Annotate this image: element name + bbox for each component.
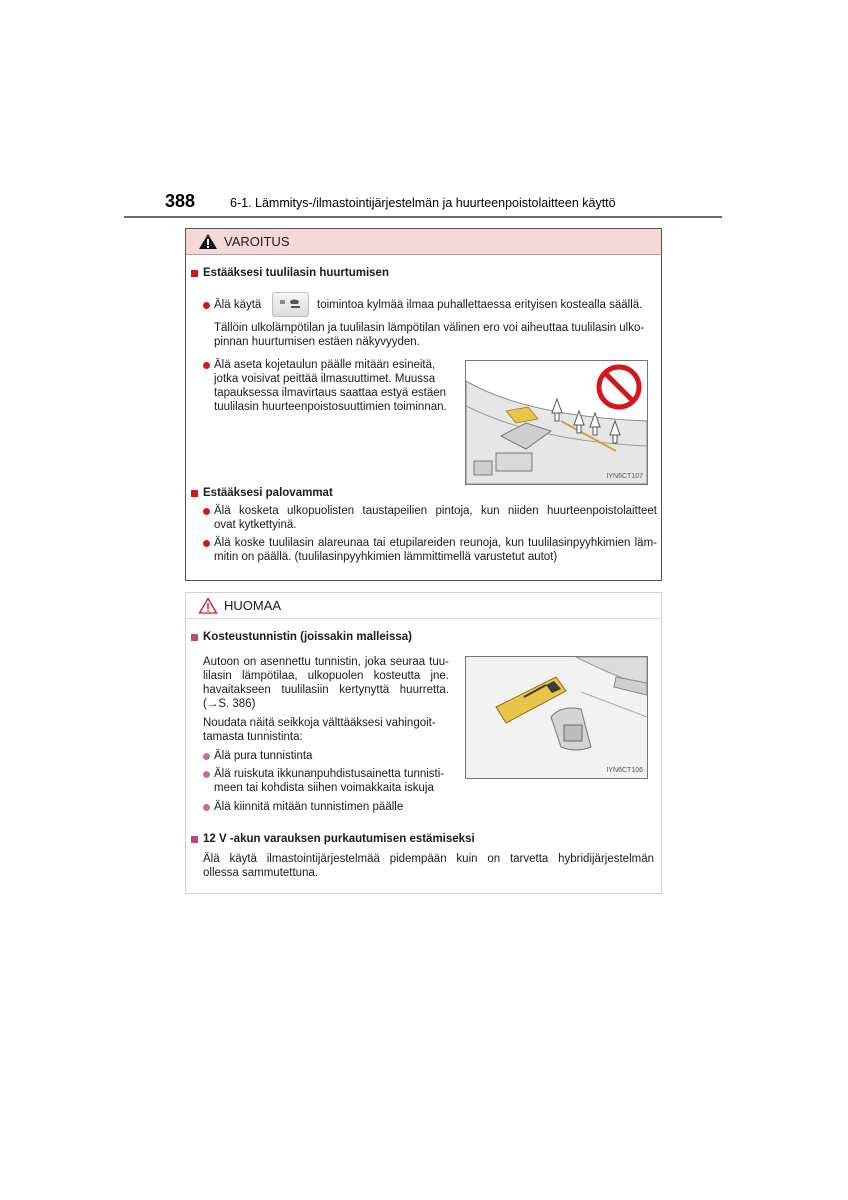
bullet-text: toimintoa kylmää ilmaa puhallettaessa erityisen kostealla säällä.	[317, 299, 643, 311]
image-code: IYN6CT106	[606, 767, 643, 774]
bullet	[203, 508, 210, 515]
paragraph-line: Älä käytä ilmastointijärjestelmää pidempään kuin on tarvetta hybridijärjestelmän	[203, 853, 654, 865]
bullet-text: Älä pura tunnistinta	[214, 750, 313, 762]
warning-title: VAROITUS	[224, 234, 290, 249]
bullet-text-line: Älä aseta kojetaulun päälle mitään esineitä,	[214, 359, 436, 371]
page-header	[124, 190, 722, 218]
section-marker	[191, 270, 198, 277]
bullet-text-line: meen tai kohdista siihen voimakkaita iskuja	[214, 782, 434, 794]
bullet-text-line: Älä koske tuulilasin alareunaa tai etupilareiden reunoja, kun tuulilasinpyyhkimien läm-	[214, 537, 657, 549]
note-header	[186, 593, 661, 619]
bullet	[203, 540, 210, 547]
page-number: 388	[165, 191, 196, 211]
section-title-text: 12 V -akun varauksen purkautumisen estämiseksi	[203, 833, 475, 845]
section-title-battery	[191, 833, 475, 845]
bullet-text: Älä käytä	[214, 299, 262, 311]
bullet-text-line: Älä ruiskuta ikkunanpuhdistusainetta tunnisti-	[214, 768, 445, 780]
bullet-text: Älä kiinnitä mitään tunnistimen päälle	[214, 801, 404, 813]
warning-box	[185, 228, 662, 581]
section-marker	[191, 490, 198, 497]
dashboard-illustration	[465, 360, 648, 485]
caution-triangle-icon	[198, 597, 218, 614]
bullet-text-line: mitin on päällä. (tuulilasinpyyhkimien lämmittimellä varustetut autot)	[214, 551, 558, 563]
page-reference: (→S. 386)	[203, 698, 256, 710]
bullet-text-line: tapauksessa ilmavirtaus saattaa estyä estäen	[214, 387, 447, 399]
note-box	[185, 592, 662, 894]
bullet	[203, 804, 210, 811]
section-marker	[191, 634, 198, 641]
bullet-text-line: Tällöin ulkolämpötilan ja tuulilasin lämpötilan välinen ero voi aiheuttaa tuulilasin ulko-	[214, 322, 645, 334]
paragraph-line: lilasin lämpötilaa, ulkopuolen kosteutta jne.	[203, 670, 449, 682]
paragraph-line: havaitakseen tuulilasiin kertynyttä huurretta.	[203, 684, 449, 696]
paragraph-line: tamasta tunnistinta:	[203, 731, 303, 743]
section-title-burns	[191, 487, 333, 499]
no-entry-icon	[599, 367, 639, 407]
warning-header	[186, 229, 661, 255]
sensor-illustration	[465, 656, 648, 779]
section-title-text: Estääksesi palovammat	[203, 487, 333, 499]
note-title: HUOMAA	[224, 598, 282, 613]
bullet-text-line: pinnan huurtumisen estäen näkyvyyden.	[214, 336, 420, 348]
section-marker	[191, 836, 198, 843]
image-code: IYN6CT107	[606, 473, 643, 480]
section-title-humidity-sensor	[191, 631, 412, 643]
bullet-text-line: ovat kytkettyinä.	[214, 519, 297, 531]
paragraph-line: ollessa sammutettuna.	[203, 867, 319, 879]
bullet	[203, 753, 210, 760]
warning-triangle-icon	[198, 233, 218, 250]
bullet	[203, 362, 210, 369]
section-title-text: Kosteustunnistin (joissakin malleissa)	[203, 631, 412, 643]
section-title-text: Estääksesi tuulilasin huurtumisen	[203, 267, 389, 279]
front-defroster-button-icon	[272, 292, 309, 317]
bullet	[203, 771, 210, 778]
bullet-text-line: jotka voisivat peittää ilmasuuttimet. Muussa	[214, 373, 436, 385]
chapter-title: 6-1. Lämmitys-/ilmastointijärjestelmän ja huurteenpoistolaitteen käyttö	[230, 196, 616, 210]
bullet-text-line: tuulilasin huurteenpoistosuuttimien toiminnan.	[214, 401, 447, 413]
paragraph-line: Noudata näitä seikkoja välttääksesi vahingoit-	[203, 717, 436, 729]
bullet	[203, 302, 210, 309]
header-divider	[124, 216, 722, 218]
paragraph-line: Autoon on asennettu tunnistin, joka seuraa tuu-	[203, 656, 449, 668]
bullet-text-line: Älä kosketa ulkopuolisten taustapeilien pintoja, kun niiden huurteenpoistolaitteet	[214, 505, 657, 517]
section-title-fogging	[191, 267, 389, 279]
